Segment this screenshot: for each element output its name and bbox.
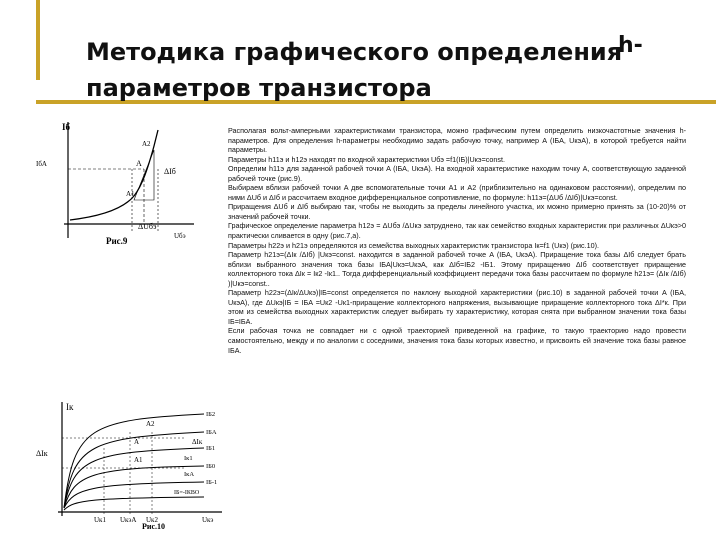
paragraph: Параметр h21э=(ΔIк /ΔIб) |Uкэ=const. находится в заданной рабочей точке A (IБA, UкэA). Приращение тока базы ΔIб следует брать вблизи выбранного значения тока базы IБA|Uкэ=UкэA, как ΔIб=IБ2 -IБ1. Этому приращению ΔIб соответствует приращение коллекторного тока ΔIк = Iк2 -Iк1.. Тогда дифференциальный коэффициент передачи тока базы рассчитаем по формуле h21э= (ΔIк /ΔIб) )|Uкэ=const..	[228, 250, 686, 288]
fig9-point-a: A	[136, 159, 142, 168]
fig10-caption: Рис.10	[142, 522, 166, 530]
paragraph: Параметр h22э=(ΔIк/ΔUкэ)|IБ=const определяется по наклону выходной характеристики (рис.10) в заданной рабочей точки A (IБA, UкэA), где ΔUкэ|IБ = IБA =Uк2 -Uк1-приращение коллекторного напряжения, вызывающие приращение коллекторного тока ΔI*к. При этом из семейства выходных характеристик следует выбирать ту характеристику, которая снята при выбранном значении тока базы IБ=IБA.	[228, 288, 686, 326]
fig10-curve-ib-1: IБ-1	[206, 479, 218, 486]
fig9-delta-u: ΔUбэ	[138, 222, 157, 231]
paragraph: Графическое определение параметра h12э = ΔUбэ /ΔUкэ затруднено, так как семейство входных характеристик при различных ΔUкэ>0 практически сливается в одну (рис.7,а).	[228, 221, 686, 241]
fig9-ib-label: IбA	[36, 160, 47, 168]
fig10-point-a2: A2	[146, 420, 155, 428]
fig10-curve-ikvo: IБ=-IКВО	[174, 490, 200, 496]
fig9-x-axis-label: Uбэ	[174, 232, 186, 240]
figure-10	[34, 396, 224, 530]
fig9-point-a1: A1	[126, 190, 135, 198]
fig9-point-a2: A2	[142, 140, 151, 148]
title-line-1: Методика графического определения	[86, 38, 623, 66]
fig10-u-tick-uk1: Uк1	[94, 516, 106, 524]
paragraph: Если рабочая точка не совпадает ни с одной траекторией приведенной на графике, то такую траекторию надо провести самостоятельно, между и по аналогии с соседними, значения тока базы которых известно, и присвоить ей значение тока базы равное IБA.	[228, 326, 686, 355]
slide-title	[86, 33, 643, 106]
accent-rule-vertical	[36, 0, 40, 80]
paragraph: Параметры h22э и h21э определяются из семейства выходных характеристик транзистора Iк=f1 (Uкэ) (рис.10).	[228, 240, 599, 250]
fig10-delta-ik: ΔIк	[36, 449, 48, 458]
paragraph: Располагая вольт-амперными характеристиками транзистора, можно графическим путем определить низкочастотные значения h-параметров. Для определения h-параметры необходимо задать рабочую точку, например A (IБA, UкэA), в которой требуется найти параметры.	[228, 126, 686, 155]
fig10-u-tick-uk2: Uк2	[146, 516, 158, 524]
fig10-y-axis-label: Iк	[66, 402, 74, 412]
title-h-prefix: h-	[618, 33, 643, 58]
fig10-point-a: A	[134, 438, 140, 446]
fig10-curve-ib2: IБ2	[206, 411, 216, 418]
fig10-curve-ib1: IБ1	[206, 445, 216, 452]
figure-9	[34, 116, 194, 250]
fig10-ik1-label: Iк1	[184, 455, 193, 462]
paragraph: Выбираем вблизи рабочей точки A две вспомогательные точки A1 и A2 (приблизительно на одинаковом расстоянии), определим по ними ΔUб и ΔIб и рассчитаем входное дифференциальное сопротивление, по формуле: h11э=(ΔUб /ΔIб)|Uкэ=const.	[228, 183, 686, 202]
paragraph: Приращения ΔUб и ΔIб выбираю так, чтобы не выходить за пределы линейного участка, их можно примерно принять за (10-20)% от значений рабочей точки.	[228, 202, 686, 221]
fig10-curve-ib0: IБ0	[206, 463, 216, 470]
body-text	[228, 126, 686, 355]
fig10-delta-ik-2: ΔIк	[192, 438, 203, 446]
title-line-2: параметров транзистора	[86, 74, 432, 102]
fig10-curve-iba: IБA	[206, 429, 217, 436]
fig10-point-a1: A1	[134, 456, 143, 464]
fig9-caption: Рис.9	[106, 236, 128, 246]
fig10-ika-label: IкA	[184, 471, 195, 478]
paragraph: Параметры h11э и h12э находят по входной характеристики Uбэ =f1(IБ)|Uкэ=const.	[228, 154, 505, 164]
fig9-y-axis-label: Iб	[62, 122, 71, 132]
fig9-delta-ib: ΔIб	[164, 167, 176, 176]
fig10-x-axis-label: Uкэ	[202, 516, 214, 524]
paragraph: Определим h11э для заданной рабочей точки A (IБA, UкэA). На входной характеристике находим точку A, соответствующую заданной рабочей точке (рис.9).	[228, 164, 686, 183]
fig10-u-tick-ukea: UкэA	[120, 516, 137, 524]
